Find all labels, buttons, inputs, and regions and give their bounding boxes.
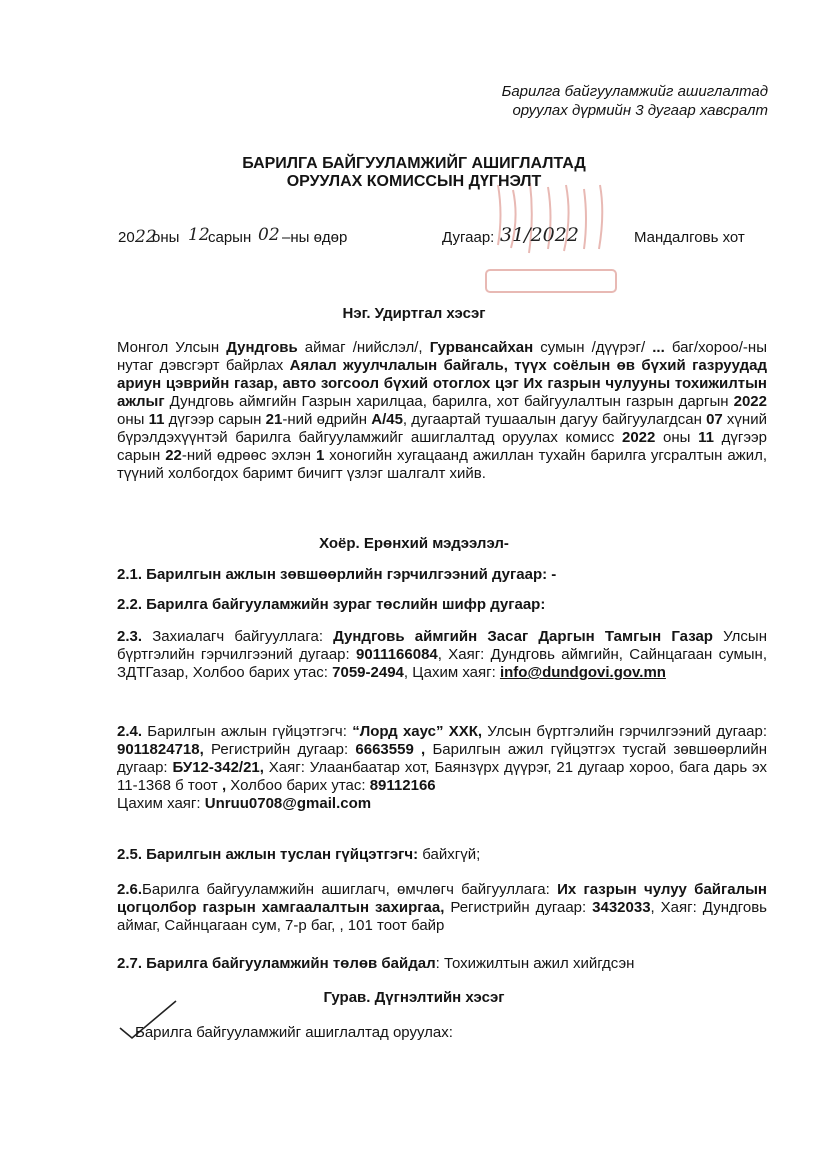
email-link-customer[interactable]: info@dundgovi.gov.mn bbox=[499, 664, 666, 681]
year-handwritten: 22 bbox=[135, 227, 157, 247]
annex-line-2: оруулах дүрмийн 3 дугаар хавсралт bbox=[512, 102, 768, 119]
item-2-2: 2.2. Барилга байгууламжийн зураг төслийн шифр дугаар: bbox=[117, 596, 546, 613]
email-contractor: Unruu0708@gmail.com bbox=[204, 795, 372, 812]
item-2-7: 2.7. Барилга байгууламжийн төлөв байдал: Тохижилтын ажил хийгдсэн bbox=[117, 955, 635, 972]
year-suffix: оны bbox=[152, 229, 180, 246]
date-line bbox=[0, 224, 828, 253]
section-2-heading: Хоёр. Ерөнхий мэдээлэл- bbox=[319, 535, 509, 552]
year-prefix: 20 bbox=[118, 229, 135, 246]
section-3-heading: Гурав. Дүгнэлтийн хэсэг bbox=[323, 989, 505, 1006]
place-name: Мандалговь хот bbox=[634, 229, 745, 246]
day-handwritten: 02 bbox=[258, 225, 280, 245]
title-line-1: БАРИЛГА БАЙГУУЛАМЖИЙГ АШИГЛАЛТАД bbox=[242, 155, 586, 172]
conclusion-item: Барилга байгууламжийг ашиглалтад оруулах: bbox=[135, 1024, 453, 1041]
number-label: Дугаар: bbox=[442, 229, 495, 246]
item-2-5: 2.5. Барилгын ажлын туслан гүйцэтгэгч: байхгүй; bbox=[117, 846, 481, 863]
item-2-4: 2.4. Барилгын ажлын гүйцэтгэгч: “Лорд хаус” ХХК, Улсын бүртгэлийн гэрчилгээний дугаар: 9011824718, Регистрийн дугаар: 6663559 , Барилгын ажил гүйцэтгэх тусгай зөвшөөрлийн дугаар: БУ12-342/21, Хаяг: Улаанбаатар хот, Баянзүрх дүүрэг, 21 дугаар хороо, бага дарь эх 11-1368 б тоот , Холбоо барих утас: 89112166 Цахим хаяг: Unruu0708@gmail.com bbox=[117, 723, 768, 812]
title-line-2: ОРУУЛАХ КОМИССЫН ДҮГНЭЛТ bbox=[286, 173, 542, 190]
item-2-1: 2.1. Барилгын ажлын зөвшөөрлийн гэрчилгээний дугаар: - bbox=[117, 566, 557, 583]
intro-paragraph: Монгол Улсын Дундговь аймаг /нийслэл/, Гурвансайхан сумын /дүүрэг/ ... баг/хороо/-ны нутаг дэвсгэрт байрлах Аялал жуулчлалын байгаль, түүх соёлын өв бүхий газруудад ариун цэврийн газар, авто зогсоол бүхий отоглох цэг Их газрын чулууны тохижилтын ажлыг Дундговь аймгийн Газрын харилцаа, барилга, хот байгуулалтын газрын даргын 2022 оны 11 дүгээр сарын 21-ний өдрийн А/45, дугаартай тушаалын дагуу байгуулагдсан 07 хүний бүрэлдэхүүнтэй барилга байгууламжийг ашиглалтад оруулах комисс 2022 оны 11 дүгээр сарын 22-ний өдрөөс эхлэн 1 хоногийн хугацаанд ажиллан тухайн барилга угсралтын ажил, түүний холбогдох баримт бичигт үзлэг шалгалт хийв. bbox=[117, 339, 767, 482]
month-suffix: сарын bbox=[208, 229, 252, 246]
annex-line-1: Барилга байгууламжийг ашиглалтад bbox=[501, 83, 768, 100]
annex-note bbox=[502, 82, 768, 120]
number-handwritten: 31/2022 bbox=[500, 224, 579, 246]
section-1-heading: Нэг. Удиртгал хэсэг bbox=[342, 305, 486, 322]
document-title bbox=[0, 155, 828, 191]
day-suffix: –ны өдөр bbox=[282, 229, 348, 246]
item-2-6: 2.6.Барилга байгууламжийн ашиглагч, өмчлөгч байгууллага: Их газрын чулуу байгалын цогцолбор газрын хамгаалалтын захиргаа, Регистрийн дугаар: 3432033, Хаяг: Дундговь аймаг, Сайнцагаан сум, 7-р баг, , 101 тоот байр bbox=[117, 881, 768, 934]
item-2-3: 2.3. Захиалагч байгууллага: Дундговь аймгийн Засаг Даргын Тамгын Газар Улсын бүртгэлийн гэрчилгээний дугаар: 9011166084, Хаяг: Дундговь аймгийн, Сайнцагаан сумын, ЗДТГазар, Холбоо барих утас: 7059-2494, Цахим хаяг: info@dundgovi.gov.mn bbox=[117, 628, 768, 681]
month-handwritten: 12 bbox=[188, 225, 210, 245]
